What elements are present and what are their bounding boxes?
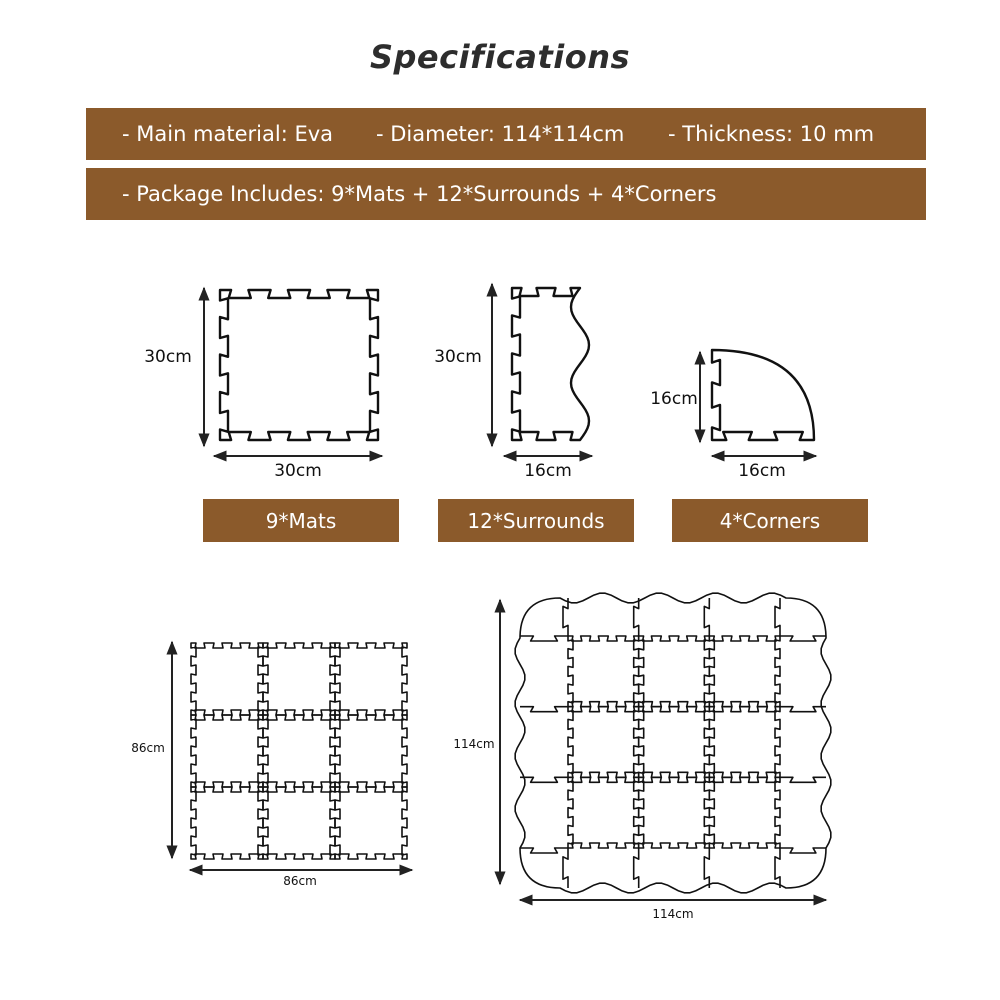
layout-3x3-mat <box>335 643 407 715</box>
mat-piece-outline <box>220 290 378 440</box>
layout-5x5-surround-divider <box>704 848 709 888</box>
layout-3x3-mat <box>335 715 407 787</box>
layout-5x5-surround-divider <box>780 707 826 712</box>
mat-width-label: 30cm <box>274 461 322 481</box>
surround-width-label: 16cm <box>524 461 572 481</box>
corner-height-label: 16cm <box>650 389 698 409</box>
layout-5x5-mat <box>639 636 710 707</box>
spec-material: - Main material: Eva <box>122 122 334 146</box>
surround-piece-outline <box>512 288 589 440</box>
layout-small-height-label: 86cm <box>131 741 165 755</box>
layout-5x5-mat <box>709 707 780 778</box>
layout-5x5-surround-divider <box>780 777 826 782</box>
corner-piece-outline <box>712 350 814 440</box>
label-surrounds: 12*Surrounds <box>438 499 634 542</box>
layout-5x5-mat <box>568 777 639 848</box>
layout-3x3-mat <box>191 787 263 859</box>
layout-5x5-surround-divider <box>520 777 568 782</box>
corner-width-label: 16cm <box>738 461 786 481</box>
layout-small-width-label: 86cm <box>283 874 317 888</box>
page-title: Specifications <box>369 38 631 76</box>
layout-5x5-mat <box>709 636 780 707</box>
layout-5x5-mat <box>568 636 639 707</box>
layout-5x5-surround-divider <box>563 598 568 636</box>
layout-5x5-surround-divider <box>775 598 780 636</box>
layout-5x5-surround-divider <box>780 636 826 641</box>
layout-5x5-surround-divider <box>520 636 568 641</box>
layout-5x5-mat <box>568 707 639 778</box>
layout-5x5-surround-divider <box>563 848 568 888</box>
layout-3x3-mat <box>191 643 263 715</box>
layout-5x5-mat <box>639 777 710 848</box>
spec-package: - Package Includes: 9*Mats + 12*Surrounds + 4*Corners <box>122 182 717 206</box>
surround-height-label: 30cm <box>434 347 482 367</box>
layout-5x5-surround-divider <box>520 707 568 712</box>
layout-5x5-surround-divider <box>704 598 709 636</box>
mat-height-label: 30cm <box>144 347 192 367</box>
layout-3x3-mat <box>263 643 335 715</box>
label-mats: 9*Mats <box>203 499 399 542</box>
layout-large-height-label: 114cm <box>453 737 495 751</box>
layout-5x5-surround-divider <box>634 848 639 888</box>
spec-thickness: - Thickness: 10 mm <box>668 122 875 146</box>
label-corners: 4*Corners <box>672 499 868 542</box>
layout-5x5-surround-divider <box>634 598 639 636</box>
layout-3x3-mat <box>263 787 335 859</box>
layout-5x5-mat <box>639 707 710 778</box>
layout-5x5-mat <box>709 777 780 848</box>
layout-3x3-mat <box>335 787 407 859</box>
layout-3x3-mat <box>191 715 263 787</box>
layout-5x5-surround-divider <box>520 848 568 853</box>
spec-diameter: - Diameter: 114*114cm <box>376 122 625 146</box>
layout-5x5-surround-divider <box>780 848 826 853</box>
layout-5x5-surround-divider <box>775 848 780 888</box>
layout-3x3-mat <box>263 715 335 787</box>
layout-large-width-label: 114cm <box>652 907 694 921</box>
